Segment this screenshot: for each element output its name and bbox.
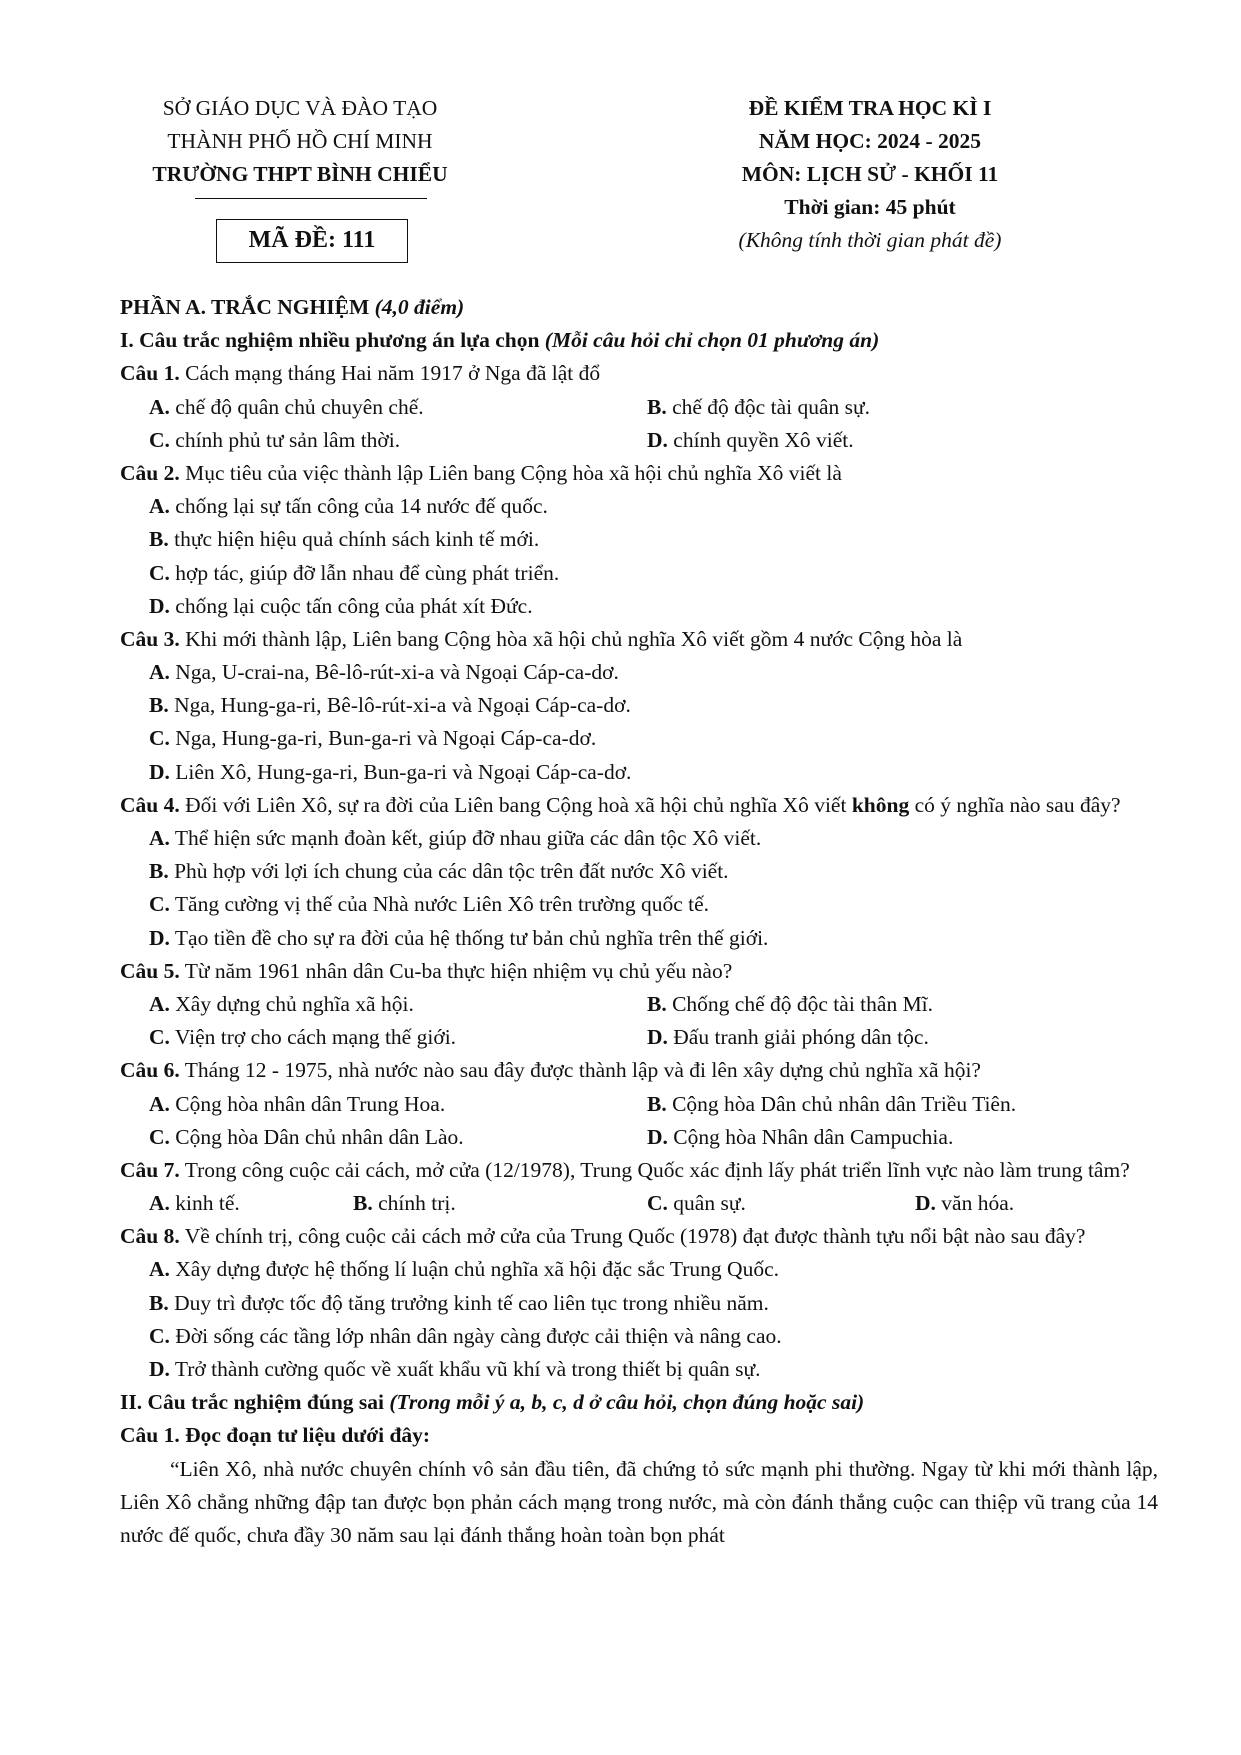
option-d: D. Tạo tiền đề cho sự ra đời của hệ thống tư bản chủ nghĩa trên thế giới. [149, 925, 769, 950]
school-name: TRƯỜNG THPT BÌNH CHIỂU [152, 162, 448, 186]
options-row [120, 1187, 1158, 1220]
city-name: THÀNH PHỐ HỒ CHÍ MINH [167, 129, 433, 153]
options-row [120, 988, 1158, 1021]
question-label: Câu 1. [120, 361, 180, 386]
question-8 [120, 1220, 1158, 1253]
option-b: B. Nga, Hung-ga-ri, Bê-lô-rút-xi-a và Ngoại Cáp-ca-dơ. [149, 693, 631, 718]
question-7 [120, 1154, 1158, 1187]
option-d: D. chính quyền Xô viết. [647, 427, 854, 452]
question-label: Câu 3. [120, 626, 180, 651]
part-a-points: (4,0 điểm) [374, 295, 465, 319]
section-2-question-1: Câu 1. Đọc đoạn tư liệu dưới đây: [120, 1423, 431, 1448]
time-note: (Không tính thời gian phát đề) [738, 228, 1002, 252]
option-a: A. Xây dựng được hệ thống lí luận chủ nghĩa xã hội đặc sắc Trung Quốc. [149, 1257, 780, 1282]
option-c: C. quân sự. [647, 1191, 746, 1216]
option-d: D. Trở thành cường quốc về xuất khẩu vũ khí và trong thiết bị quân sự. [149, 1357, 761, 1382]
option-a: A. chế độ quân chủ chuyên chế. [149, 394, 424, 419]
question-text: Cách mạng tháng Hai năm 1917 ở Nga đã lật đổ [179, 361, 601, 386]
option-d: D. chống lại cuộc tấn công của phát xít Đức. [149, 593, 533, 618]
option-c: C. hợp tác, giúp đỡ lẫn nhau để cùng phát triển. [149, 560, 560, 585]
question-label: Câu 6. [120, 1058, 180, 1083]
question-text: Về chính trị, công cuộc cải cách mở cửa của Trung Quốc (1978) đạt được thành tựu nổi bật nào sau đây? [179, 1224, 1086, 1249]
section-2-title: II. Câu trắc nghiệm đúng sai [120, 1390, 390, 1415]
option-b: B. Phù hợp với lợi ích chung của các dân tộc trên đất nước Xô viết. [149, 859, 729, 884]
option-d: D. Cộng hòa Nhân dân Campuchia. [647, 1124, 954, 1149]
option-b: B. Duy trì được tốc độ tăng trưởng kinh tế cao liên tục trong nhiều năm. [149, 1290, 769, 1315]
question-label: Câu 4. [120, 792, 180, 817]
question-5 [120, 955, 1158, 988]
option-b: B. Chống chế độ độc tài thân Mĩ. [647, 991, 934, 1016]
option-b: B. Cộng hòa Dân chủ nhân dân Triều Tiên. [647, 1091, 1017, 1116]
school-year: NĂM HỌC: 2024 - 2025 [758, 129, 982, 153]
time-limit: Thời gian: 45 phút [784, 195, 956, 219]
question-3 [120, 623, 1158, 656]
question-4 [120, 789, 1158, 822]
header-divider [195, 198, 427, 199]
section-1-note: (Mỗi câu hỏi chỉ chọn 01 phương án) [544, 328, 880, 353]
header-left [120, 92, 480, 191]
question-6 [120, 1054, 1158, 1087]
question-text: Trong công cuộc cải cách, mở cửa (12/1978), Trung Quốc xác định lấy phát triển lĩnh vực nào làm trung tâm? [179, 1157, 1130, 1182]
subject-line: MÔN: LỊCH SỬ - KHỐI 11 [741, 162, 999, 186]
part-a-title: PHẦN A. TRẮC NGHIỆM [120, 295, 375, 319]
question-text: Tháng 12 - 1975, nhà nước nào sau đây được thành lập và đi lên xây dựng chủ nghĩa xã hội? [179, 1058, 981, 1083]
question-label: Câu 8. [120, 1224, 180, 1249]
question-label: Câu 7. [120, 1157, 180, 1182]
option-b: B. chế độ độc tài quân sự. [647, 394, 871, 419]
option-d: D. Đấu tranh giải phóng dân tộc. [647, 1025, 929, 1050]
question-text: Mục tiêu của việc thành lập Liên bang Cộng hòa xã hội chủ nghĩa Xô viết là [179, 460, 842, 485]
options-row [120, 424, 1158, 457]
question-2 [120, 457, 1158, 490]
question-text-after: có ý nghĩa nào sau đây? [909, 792, 1121, 817]
option-c: C. chính phủ tư sản lâm thời. [149, 427, 401, 452]
question-label: Câu 5. [120, 958, 180, 983]
section-2-note: (Trong mỗi ý a, b, c, d ở câu hỏi, chọn đúng hoặc sai) [389, 1390, 865, 1415]
option-c: C. Nga, Hung-ga-ri, Bun-ga-ri và Ngoại Cáp-ca-dơ. [149, 726, 597, 751]
option-a: A. chống lại sự tấn công của 14 nước đế quốc. [149, 494, 548, 519]
option-b: B. chính trị. [353, 1191, 456, 1216]
option-a: A. Xây dựng chủ nghĩa xã hội. [149, 991, 414, 1016]
source-passage: “Liên Xô, nhà nước chuyên chính vô sản đầu tiên, đã chứng tỏ sức mạnh phi thường. Ngay từ khi mới thành lập, Liên Xô chẳng những đập tan được bọn phản cách mạng trong nước, mà còn đánh thắng cuộc can thiệp vũ trang của 14 nước đế quốc, chưa đầy 30 năm sau lại đánh thắng hoàn toàn bọn phát [120, 1456, 1158, 1548]
question-text-before: Đối với Liên Xô, sự ra đời của Liên bang Cộng hoà xã hội chủ nghĩa Xô viết [179, 792, 852, 817]
options-row [120, 391, 1158, 424]
exam-title: ĐỀ KIỂM TRA HỌC KÌ I [748, 96, 992, 120]
option-a: A. Cộng hòa nhân dân Trung Hoa. [149, 1091, 446, 1116]
option-d: D. văn hóa. [915, 1191, 1015, 1216]
option-c: C. Tăng cường vị thế của Nhà nước Liên Xô trên trường quốc tế. [149, 892, 710, 917]
options-row [120, 1121, 1158, 1154]
question-label: Câu 2. [120, 460, 180, 485]
option-c: C. Cộng hòa Dân chủ nhân dân Lào. [149, 1124, 464, 1149]
option-d: D. Liên Xô, Hung-ga-ri, Bun-ga-ri và Ngoại Cáp-ca-dơ. [149, 759, 632, 784]
options-row [120, 1021, 1158, 1054]
option-b: B. thực hiện hiệu quả chính sách kinh tế mới. [149, 527, 540, 552]
question-1 [120, 357, 1158, 390]
section-2-heading [120, 1386, 1158, 1419]
exam-code-box: MÃ ĐỀ: 111 [216, 219, 408, 263]
negation-word: không [851, 792, 910, 817]
section-1-heading [120, 324, 1158, 357]
header-right [630, 92, 1110, 257]
section-1-title: I. Câu trắc nghiệm nhiều phương án lựa chọn [120, 328, 545, 353]
option-a: A. kinh tế. [149, 1191, 240, 1216]
exam-body [120, 291, 1158, 1552]
question-text: Từ năm 1961 nhân dân Cu-ba thực hiện nhiệm vụ chủ yếu nào? [179, 958, 733, 983]
options-row [120, 1088, 1158, 1121]
department-name: SỞ GIÁO DỤC VÀ ĐÀO TẠO [162, 96, 438, 120]
part-a-heading [120, 291, 1158, 324]
option-a: A. Nga, U-crai-na, Bê-lô-rút-xi-a và Ngoại Cáp-ca-dơ. [149, 660, 619, 685]
option-c: C. Đời sống các tầng lớp nhân dân ngày càng được cải thiện và nâng cao. [149, 1323, 782, 1348]
question-text: Khi mới thành lập, Liên bang Cộng hòa xã hội chủ nghĩa Xô viết gồm 4 nước Cộng hòa là [179, 626, 963, 651]
option-c: C. Viện trợ cho cách mạng thế giới. [149, 1025, 457, 1050]
option-a: A. Thể hiện sức mạnh đoàn kết, giúp đỡ nhau giữa các dân tộc Xô viết. [149, 826, 762, 851]
